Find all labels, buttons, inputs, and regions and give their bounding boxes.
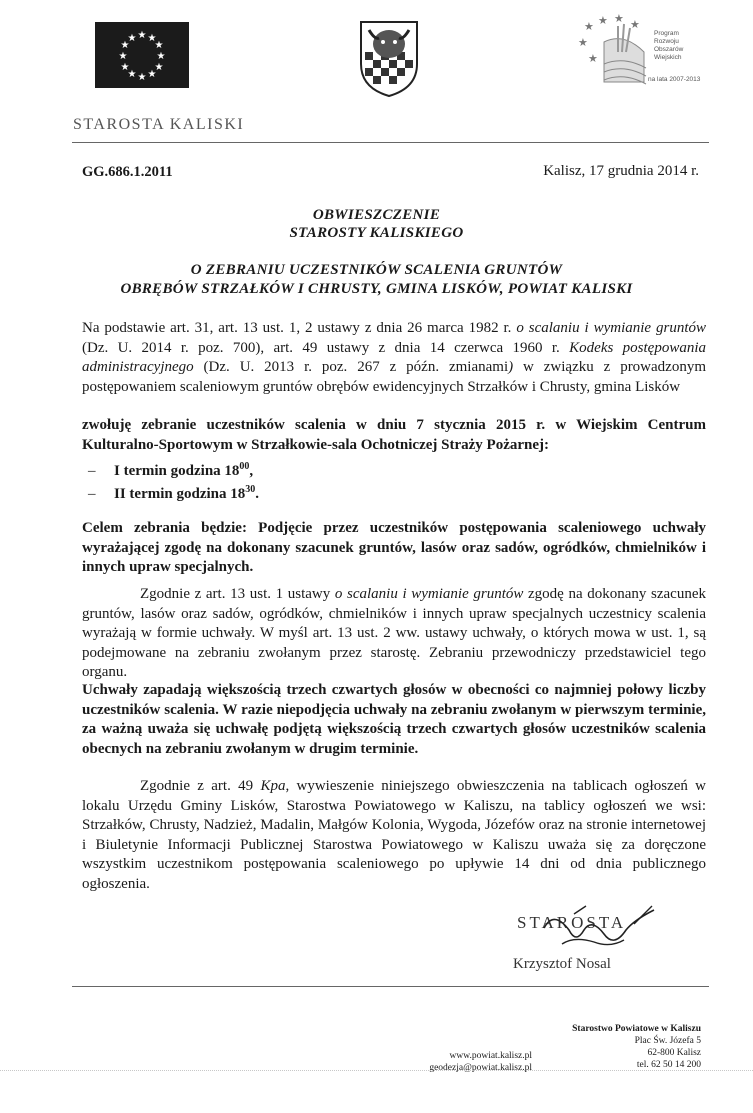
page-edge-dots: [0, 1070, 753, 1071]
footer-email[interactable]: geodezja@powiat.kalisz.pl: [429, 1063, 532, 1073]
office-header: STAROSTA KALISKI: [73, 116, 245, 133]
svg-text:★: ★: [137, 30, 147, 41]
signatory-name: Krzysztof Nosal: [513, 956, 611, 972]
svg-text:★: ★: [127, 69, 137, 80]
document-date: Kalisz, 17 grudnia 2014 r.: [543, 163, 699, 179]
term-2: – II termin godzina $18^{30}$.: [88, 484, 259, 502]
convocation-paragraph: zwołuję zebranie uczestników scalenia w dniu 7 stycznia 2015 r. w Wiejskim Centrum Kulturalno-Sportowym w Strzałkowie-sala Ochotniczej Straży Pożarnej:: [82, 417, 706, 453]
svg-text:★: ★: [588, 52, 598, 65]
art13-paragraph: Zgodnie z art. 13 ust. 1 ustawy o scalaniu i wymianie gruntów zgodę na dokonany szacunek gruntów, lasów oraz sadów, ogródków, chmielników i innych upraw specjalnych uczestnicy scalenia wyrażają w formie uchwały. W myśl art. 13 ust. 2 ww. ustawy uchwały, o których mowa w ust. 1, są podejmowane na zebraniu zwołanym przez starostę. Zebraniu przewodniczy przedstawiciel tego organu.: [82, 586, 707, 680]
subject-line-1: O ZEBRANIU UCZESTNIKÓW SCALENIA GRUNTÓW: [190, 262, 563, 278]
footer-city: 62-800 Kalisz: [647, 1048, 701, 1058]
svg-text:★: ★: [127, 33, 137, 44]
art49-paragraph: Zgodnie z art. 49 Kpa, wywieszenie niniejszego obwieszczenia na tablicach ogłoszeń w lokalu Urzędu Gminy Lisków, Starostwa Powiatowego w Kaliszu, na tablicy ogłoszeń we wsi: Strzałków, Chrusty, Nadzież, Madalin, Małgów Kolonia, Wygoda, Józefów oraz na stronie internetowej i Biuletynie Informacji Publicznej Starostwa Powiatowego w Kaliszu uważa się za doręczone wszystkim uczestnikom postępowania scaleniowego po upływie 14 dni od dnia publicznego ogłoszenia.: [82, 778, 706, 892]
reference-number: GG.686.1.2011: [82, 164, 173, 180]
svg-text:★: ★: [154, 40, 164, 51]
header-divider: [72, 142, 709, 143]
resolution-rules-paragraph: Uchwały zapadają większością trzech czwartych głosów w obecności co najmniej połowy liczby uczestników scalenia. W razie niepodjęcia uchwały na zebraniu zwołanym w pierwszym terminie, za ważną uważa się uchwałę podjętą większością trzech czwartych głosów uczestników scalenia obecnych na zebraniu zwołanym w drugim terminie.: [82, 682, 706, 757]
footer-website[interactable]: www.powiat.kalisz.pl: [449, 1051, 532, 1061]
svg-text:★: ★: [614, 12, 624, 25]
svg-text:★: ★: [118, 51, 128, 62]
svg-text:★: ★: [156, 51, 166, 62]
svg-text:★: ★: [120, 40, 130, 51]
coat-of-arms-icon: [357, 18, 421, 98]
document-issuer: STAROSTY KALISKIEGO: [289, 225, 464, 241]
footer-divider: [72, 986, 709, 987]
svg-text:★: ★: [147, 33, 157, 44]
signature-title: STAROSTA: [517, 913, 627, 932]
prow-program-text: Program Rozwoju Obszarów Wiejskich: [654, 30, 684, 61]
svg-text:★: ★: [584, 20, 594, 33]
svg-text:★: ★: [630, 18, 640, 31]
prow-years-text: na lata 2007-2013: [648, 76, 701, 83]
svg-text:★: ★: [137, 72, 147, 83]
eu-flag-icon: [95, 22, 189, 88]
footer-phone: tel. 62 50 14 200: [636, 1060, 701, 1070]
svg-text:★: ★: [578, 36, 588, 49]
svg-text:★: ★: [598, 14, 608, 27]
legal-basis-paragraph: Na podstawie art. 31, art. 13 ust. 1, 2 ustawy z dnia 26 marca 1982 r. o scalaniu i wymianie gruntów (Dz. U. 2014 r. poz. 700), art. 49 ustawy z dnia 14 czerwca 1960 r. Kodeks postępowania administracyjnego (Dz. U. 2013 r. poz. 267 z późn. zmianami) w związku z prowadzonym postępowaniem scaleniowym gruntów obrębów ewidencyjnych Strzałków i Chrusty, gmina Lisków: [82, 320, 706, 395]
term-1: – I termin godzina $18^{00}$,: [88, 461, 254, 479]
prow-logo-icon: [574, 12, 714, 98]
purpose-paragraph: Celem zebrania będzie: Podjęcie przez uczestników postępowania scaleniowego uchwały wyrażającej zgodę na dokonany szacunek gruntów, lasów oraz sadów, ogródków, chmielników i innych upraw specjalnych.: [82, 520, 706, 575]
footer-street: Plac Św. Józefa 5: [634, 1036, 701, 1046]
footer-address: [572, 1023, 701, 1071]
svg-text:★: ★: [154, 62, 164, 73]
svg-text:★: ★: [147, 69, 157, 80]
footer-org: Starostwo Powiatowe w Kaliszu: [572, 1024, 701, 1034]
document-title: OBWIESZCZENIE: [312, 207, 441, 223]
subject-line-2: OBRĘBÓW STRZAŁKÓW I CHRUSTY, GMINA LISKÓW, POWIAT KALISKI: [120, 281, 633, 297]
svg-text:★: ★: [120, 62, 130, 73]
